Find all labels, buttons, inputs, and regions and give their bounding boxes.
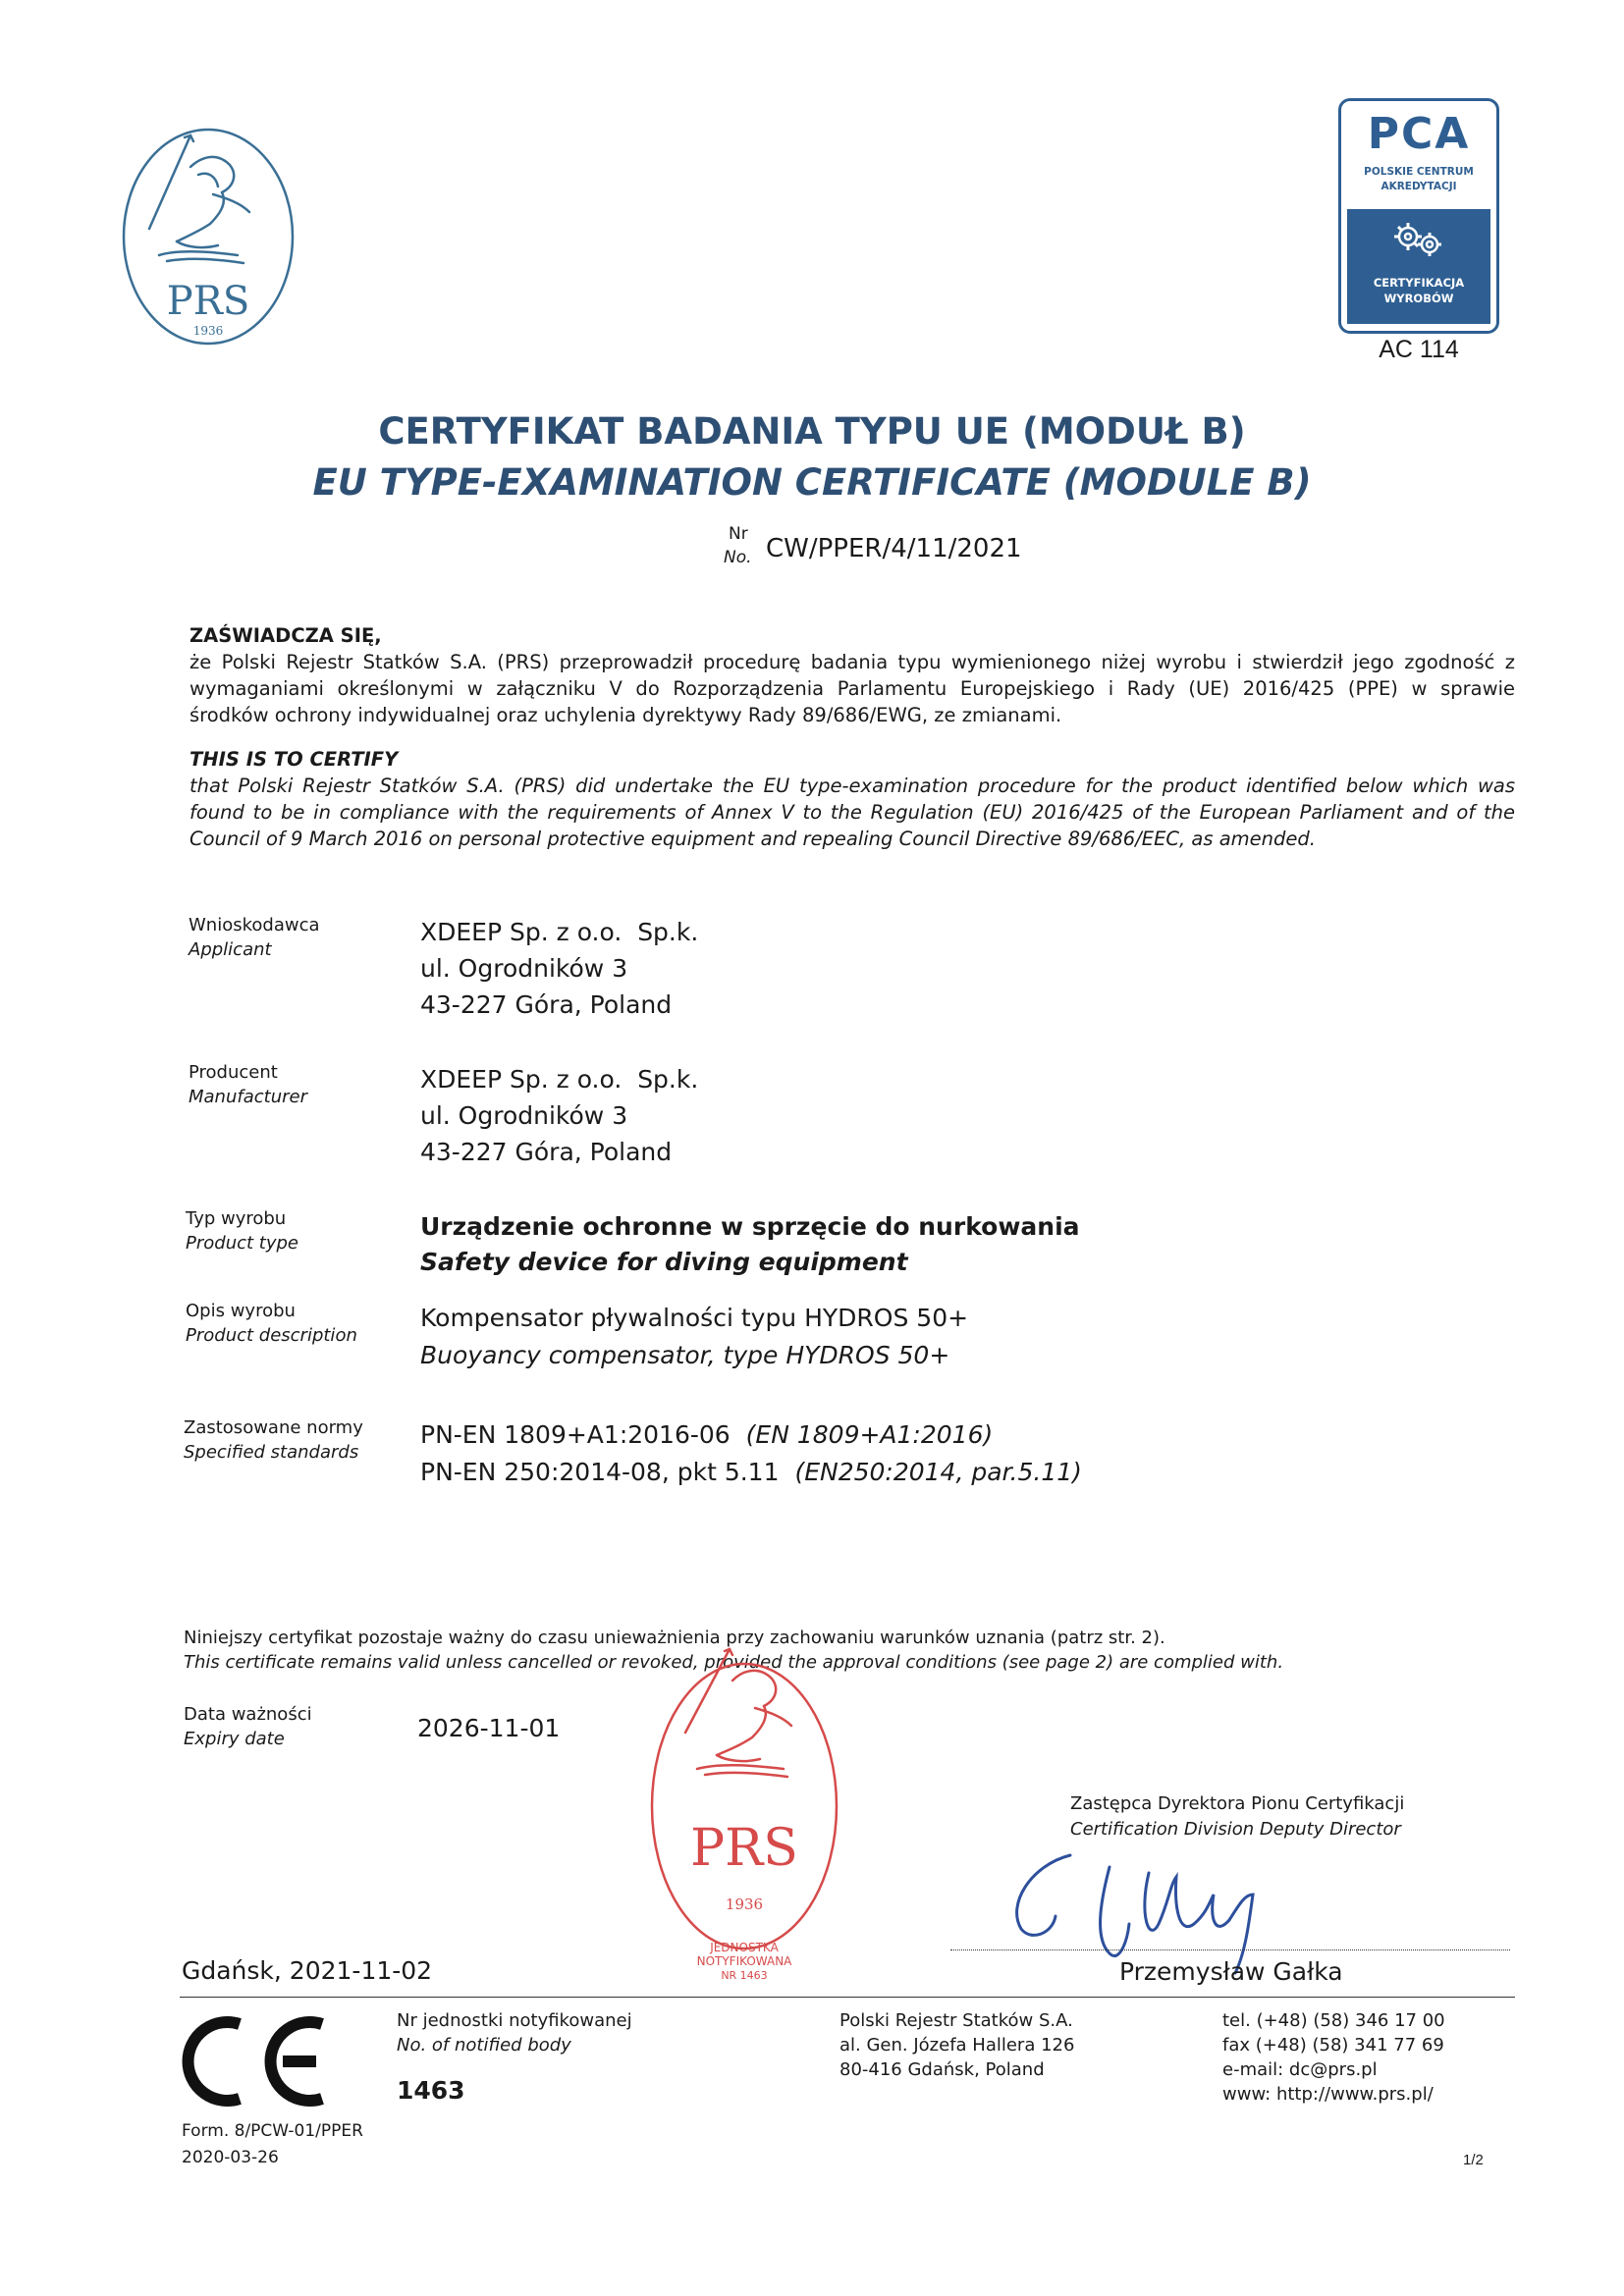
product-description-label-en: Product description <box>186 1325 357 1346</box>
footer-divider <box>180 1997 1515 1998</box>
cert-number-label-pl: Nr <box>729 524 748 544</box>
pca-scope-line1: CERTYFIKACJA <box>1373 276 1465 290</box>
contact-www: www: http://www.prs.pl/ <box>1222 2084 1434 2105</box>
prs-notified-body-stamp <box>646 1620 842 1983</box>
pca-blue-panel <box>1347 209 1490 324</box>
contact-tel: tel. (+48) (58) 346 17 00 <box>1222 2010 1445 2031</box>
standards-line1 <box>420 1416 993 1453</box>
ce-mark <box>179 2012 332 2115</box>
certify-heading-en: THIS IS TO CERTIFY <box>189 748 399 771</box>
manufacturer-line2: ul. Ogrodników 3 <box>420 1101 628 1130</box>
validity-pl: Niniejszy certyfikat pozostaje ważny do czasu unieważnienia przy zachowaniu warunków uznania (patrz str. 2). <box>184 1628 1165 1648</box>
title-en: EU TYPE-EXAMINATION CERTIFICATE (MODULE B) <box>312 461 1312 504</box>
product-type-value-pl: Urządzenie ochronne w sprzęcie do nurkowania <box>420 1212 1080 1241</box>
product-type-label-en: Product type <box>186 1233 298 1254</box>
pca-org-line1: POLSKIE CENTRUM <box>1364 166 1474 178</box>
certify-text-pl-1: że Polski Rejestr Statków S.A. (PRS) przeprowadził procedurę badania typu wymienionego niżej wyrobu i stwierdził jego zgodność z <box>189 651 1515 673</box>
accreditation-number: AC 114 <box>1379 336 1459 363</box>
stamp-prs-text: PRS <box>690 1819 798 1878</box>
manufacturer-line1: XDEEP Sp. z o.o. Sp.k. <box>420 1065 699 1094</box>
stamp-line3: NR 1463 <box>721 1969 768 1982</box>
certify-text-en-3: Council of 9 March 2016 on personal protective equipment and repealing Council Directive 89/686/EEC, as amended. <box>189 828 1316 850</box>
signatory-name: Przemysław Gałka <box>1119 1957 1343 1986</box>
standards-label-en: Specified standards <box>184 1442 359 1463</box>
applicant-label-en: Applicant <box>189 939 272 960</box>
certify-heading-pl: ZAŚWIADCZA SIĘ, <box>189 624 382 647</box>
page-number: 1/2 <box>1463 2152 1484 2168</box>
cert-number-label-en: No. <box>724 548 752 567</box>
expiry-label-en: Expiry date <box>184 1729 285 1749</box>
signatory-title-pl: Zastępca Dyrektora Pionu Certyfikacji <box>1070 1793 1405 1814</box>
pca-org-line2: AKREDYTACJI <box>1380 181 1457 192</box>
certify-text-pl-2: wymaganiami określonymi w załączniku V do Rozporządzenia Parlamentu Europejskiego i Rady (UE) 2016/425 (PPE) w sprawie <box>189 677 1515 700</box>
product-description-value-pl: Kompensator pływalności typu HYDROS 50+ <box>420 1304 969 1332</box>
address-line3: 80-416 Gdańsk, Poland <box>839 2059 1045 2080</box>
ce-label-en: No. of notified body <box>397 2035 571 2056</box>
product-type-label-pl: Typ wyrobu <box>186 1208 287 1229</box>
prs-logo <box>120 126 297 347</box>
address-line2: al. Gen. Józefa Hallera 126 <box>839 2035 1075 2056</box>
address-line1: Polski Rejestr Statków S.A. <box>839 2010 1073 2031</box>
product-description-label-pl: Opis wyrobu <box>186 1301 296 1321</box>
applicant-line1: XDEEP Sp. z o.o. Sp.k. <box>420 918 699 946</box>
standards-label-pl: Zastosowane normy <box>184 1417 363 1438</box>
contact-email: e-mail: dc@prs.pl <box>1222 2059 1378 2080</box>
title-pl: CERTYFIKAT BADANIA TYPU UE (MODUŁ B) <box>378 410 1246 453</box>
pca-brand: PCA <box>1367 109 1471 159</box>
standards-line2-main: PN-EN 250:2014-08, pkt 5.11 <box>420 1458 780 1486</box>
standards-line2 <box>420 1454 1082 1490</box>
form-date: 2020-03-26 <box>182 2148 279 2167</box>
signature-line <box>950 1949 1510 1950</box>
ce-label-pl: Nr jednostki notyfikowanej <box>397 2010 632 2031</box>
pca-scope-line2: WYROBÓW <box>1383 292 1454 305</box>
certify-text-en-1: that Polski Rejestr Statków S.A. (PRS) did undertake the EU type-examination procedure for the product identified below which was <box>189 774 1515 797</box>
contact-fax: fax (+48) (58) 341 77 69 <box>1222 2035 1444 2056</box>
gears-icon <box>1388 217 1449 267</box>
prs-logo-year: 1936 <box>192 324 224 338</box>
expiry-label-pl: Data ważności <box>184 1704 312 1725</box>
prs-logo-text: PRS <box>166 279 250 324</box>
product-type-value-en: Safety device for diving equipment <box>420 1248 908 1276</box>
applicant-line2: ul. Ogrodników 3 <box>420 954 628 983</box>
expiry-value: 2026-11-01 <box>417 1714 561 1742</box>
standards-line2-en: (EN250:2014, par.5.11) <box>794 1458 1082 1486</box>
applicant-label-pl: Wnioskodawca <box>189 915 320 935</box>
certify-text-pl-3: środków ochrony indywidualnej oraz uchylenia dyrektywy Rady 89/686/EWG, ze zmianami. <box>189 704 1062 726</box>
form-code: Form. 8/PCW-01/PPER <box>182 2121 363 2141</box>
certify-text-en-2: found to be in compliance with the requirements of Annex V to the Regulation (EU) 2016/425 of the European Parliament and of the <box>189 801 1515 824</box>
applicant-line3: 43-227 Góra, Poland <box>420 990 673 1019</box>
product-description-value-en: Buoyancy compensator, type HYDROS 50+ <box>420 1341 950 1369</box>
stamp-year: 1936 <box>725 1896 764 1913</box>
signatory-title-en: Certification Division Deputy Director <box>1070 1819 1401 1840</box>
manufacturer-line3: 43-227 Góra, Poland <box>420 1138 673 1166</box>
stamp-line1: JEDNOSTKA <box>710 1941 779 1954</box>
standards-line1-main: PN-EN 1809+A1:2016-06 <box>420 1420 731 1449</box>
pca-accreditation-badge <box>1338 98 1499 334</box>
notified-body-number: 1463 <box>397 2076 465 2105</box>
standards-line1-en: (EN 1809+A1:2016) <box>745 1420 994 1449</box>
manufacturer-label-pl: Producent <box>189 1062 278 1083</box>
validity-en: This certificate remains valid unless cancelled or revoked, provided the approval conditions (see page 2) are complied with. <box>184 1652 1284 1673</box>
manufacturer-label-en: Manufacturer <box>189 1087 307 1107</box>
stamp-line2: NOTYFIKOWANA <box>696 1954 792 1968</box>
cert-number-value: CW/PPER/4/11/2021 <box>766 534 1022 563</box>
place-date: Gdańsk, 2021-11-02 <box>182 1956 433 1985</box>
